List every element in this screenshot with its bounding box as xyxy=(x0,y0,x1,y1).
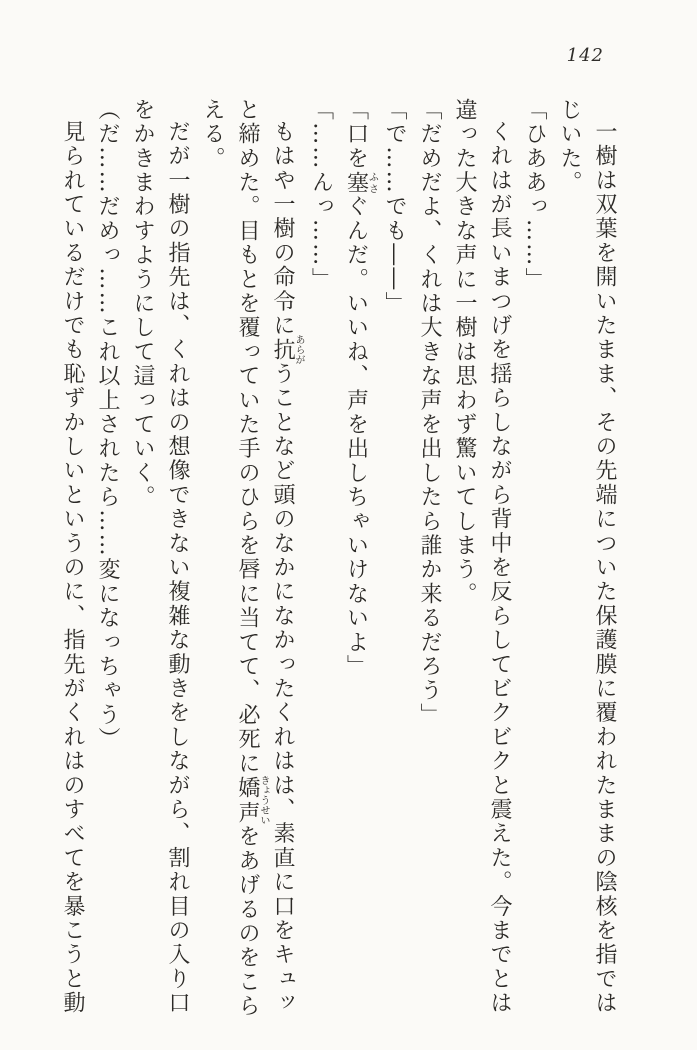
paragraph: 一樹は双葉を開いたまま、その先端についた保護膜に覆われたままの陰核を指ではじいた。 xyxy=(557,98,617,1016)
text-block xyxy=(55,98,622,1026)
paragraph: 「口を塞ふさぐんだ。いいね、声を出しちゃいけないよ」 xyxy=(343,98,378,679)
paragraph: 見られているだけでも恥ずかしいというのに、指先がくれはのすべてを暴こうと動 xyxy=(60,120,85,1016)
page-number: 142 xyxy=(566,45,604,66)
paragraph: 「……んっ……」 xyxy=(308,98,334,292)
ruby-annotated-text: 抗あらが xyxy=(270,334,304,365)
paragraph: （だ……だめっ……これ以上されたら……変になっちゃう） xyxy=(95,98,120,752)
paragraph: 「ひああっ……」 xyxy=(522,98,547,292)
paragraph: くれはが長いまつげを揺らしながら背中を反らしてビクビクと震えた。今までとは違った大きな声に一樹は思わず驚いてしまう。 xyxy=(452,98,512,1016)
paragraph: 「だめだよ、くれは大きな声を出したら誰か来るだろう」 xyxy=(417,98,442,728)
ruby-annotated-text: 塞ふさ xyxy=(343,170,378,195)
paragraph: もはや一樹の命令に抗あらがうことなど頭のなかになかったくれはは、素直に口をキュッと締めた。目もとを覆っていた手のひらを唇に当てて、必死に嬌声きょうせいをあげるのをこらえる。 xyxy=(200,98,304,1019)
paragraph: だが一樹の指先は、くれはの想像できない複雑な動きをしながら、割れ目の入り口をかきまわすようにして這っていく。 xyxy=(130,98,190,1016)
paragraph: 「で……でも――」 xyxy=(382,98,407,316)
ruby-annotated-text: 嬌声きょうせい xyxy=(235,775,269,826)
